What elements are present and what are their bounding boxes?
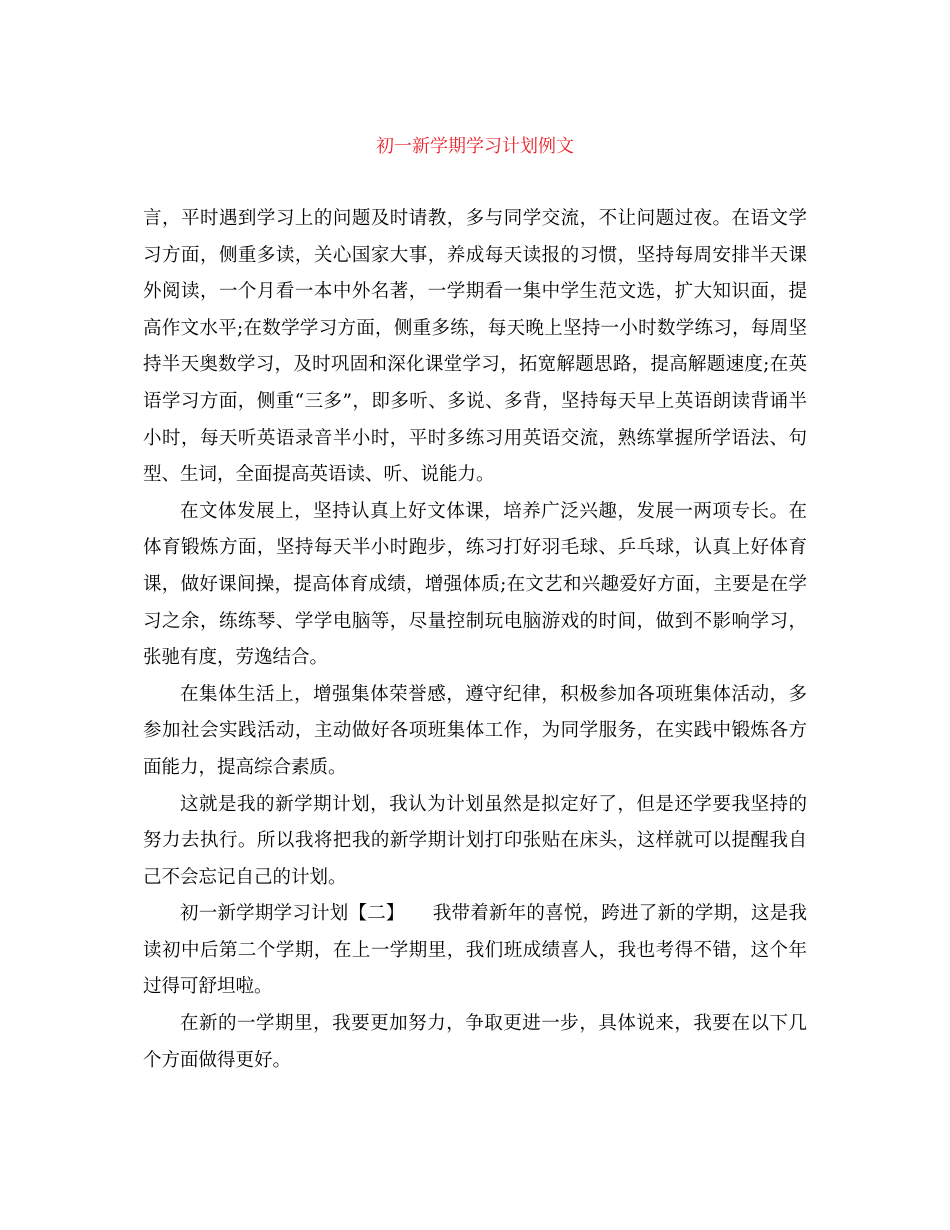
paragraph-plan-two-intro: 初一新学期学习计划【二】 我带着新年的喜悦，跨进了新的学期，这是我读初中后第二个学期，在上一学期里，我们班成绩喜人，我也考得不错，这个年过得可舒坦啦。	[143, 903, 807, 998]
paragraph-new-semester: 在新的一学期里，我要更加努力，争取更进一步，具体说来，我要在以下几个方面做得更好。	[143, 1013, 807, 1071]
document-title: 初一新学期学习计划例文	[376, 136, 574, 157]
paragraph-conclusion: 这就是我的新学期计划，我认为计划虽然是拟定好了，但是还学要我坚持的努力去执行。所以我将把我的新学期计划打印张贴在床头，这样就可以提醒我自己不会忘记自己的计划。	[143, 793, 807, 888]
document-body	[143, 201, 807, 1079]
paragraph-sports-arts: 在文体发展上，坚持认真上好文体课，培养广泛兴趣，发展一两项专长。在体育锻炼方面，坚持每天半小时跑步，练习打好羽毛球、乒乓球，认真上好体育课，做好课间操，提高体育成绩，增强体质;在文艺和兴趣爱好方面，主要是在学习之余，练练琴、学学电脑等，尽量控制玩电脑游戏的时间，做到不影响学习，张驰有度，劳逸结合。	[143, 500, 807, 669]
paragraph-collective-life: 在集体生活上，增强集体荣誉感，遵守纪律，积极参加各项班集体活动，多参加社会实践活动，主动做好各项班集体工作，为同学服务，在实践中锻炼各方面能力，提高综合素质。	[143, 683, 807, 778]
paragraph-continuation: 言，平时遇到学习上的问题及时请教，多与同学交流，不让问题过夜。在语文学习方面，侧重多读，关心国家大事，养成每天读报的习惯，坚持每周安排半天课外阅读，一个月看一本中外名著，一学期看一集中学生范文选，扩大知识面，提高作文水平;在数学学习方面，侧重多练，每天晚上坚持一小时数学练习，每周坚持半天奥数学习，及时巩固和深化课堂学习，拓宽解题思路，提高解题速度;在英语学习方面，侧重“三多”，即多听、多说、多背，坚持每天早上英语朗读背诵半小时，每天听英语录音半小时，平时多练习用英语交流，熟练掌握所学语法、句型、生词，全面提高英语读、听、说能力。	[143, 208, 807, 486]
